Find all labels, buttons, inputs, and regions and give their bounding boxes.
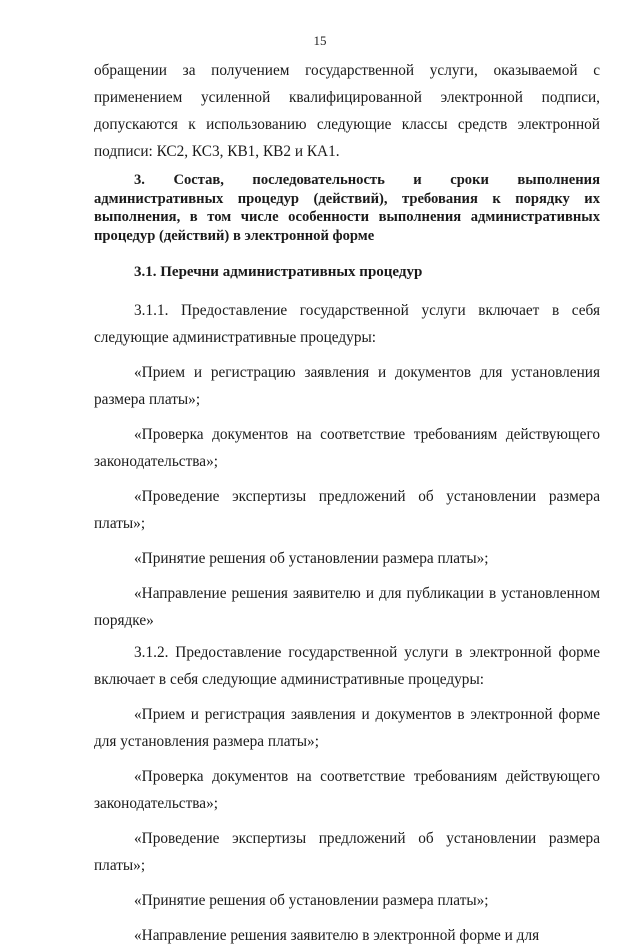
- page-number: 15: [313, 33, 327, 48]
- paragraph-3-1-1: 3.1.1. Предоставление государственной услуги включает в себя следующие административные процедуры:: [94, 302, 600, 346]
- document-body: [94, 57, 600, 949]
- list-item: «Принятие решения об установлении размера платы»;: [134, 892, 489, 909]
- paragraph-signature-classes: обращении за получением государственной услуги, оказываемой с применением усиленной квалифицированной электронной подписи, допускаются к использованию следующие классы средств электронной подписи: КС2, КС3, КВ1, КВ2 и КА1.: [94, 62, 600, 160]
- list-item: «Принятие решения об установлении размера платы»;: [134, 550, 489, 567]
- list-item: «Направление решения заявителю и для публикации в установленном порядке»: [94, 585, 600, 629]
- paragraph-3-1-2: 3.1.2. Предоставление государственной услуги в электронной форме включает в себя следующие административные процедуры:: [94, 644, 600, 688]
- list-item: «Прием и регистрацию заявления и документов для установления размера платы»;: [94, 364, 600, 408]
- list-item: «Проведение экспертизы предложений об установлении размера платы»;: [94, 830, 600, 874]
- section-heading-3: 3. Состав, последовательность и сроки выполнения административных процедур (действий), требования к порядку их выполнения, в том числе особенности выполнения административных процедур (действий) в электронной форме: [94, 172, 600, 244]
- list-item: «Проведение экспертизы предложений об установлении размера платы»;: [94, 488, 600, 532]
- list-item: «Проверка документов на соответствие требованиям действующего законодательства»;: [94, 426, 600, 470]
- list-item: «Направление решения заявителю в электронной форме и для: [134, 927, 540, 944]
- subsection-heading-3-1: 3.1. Перечни административных процедур: [134, 264, 423, 280]
- list-item: «Проверка документов на соответствие требованиям действующего законодательства»;: [94, 768, 600, 812]
- list-item: «Прием и регистрация заявления и документов в электронной форме для установления размера платы»;: [94, 706, 600, 750]
